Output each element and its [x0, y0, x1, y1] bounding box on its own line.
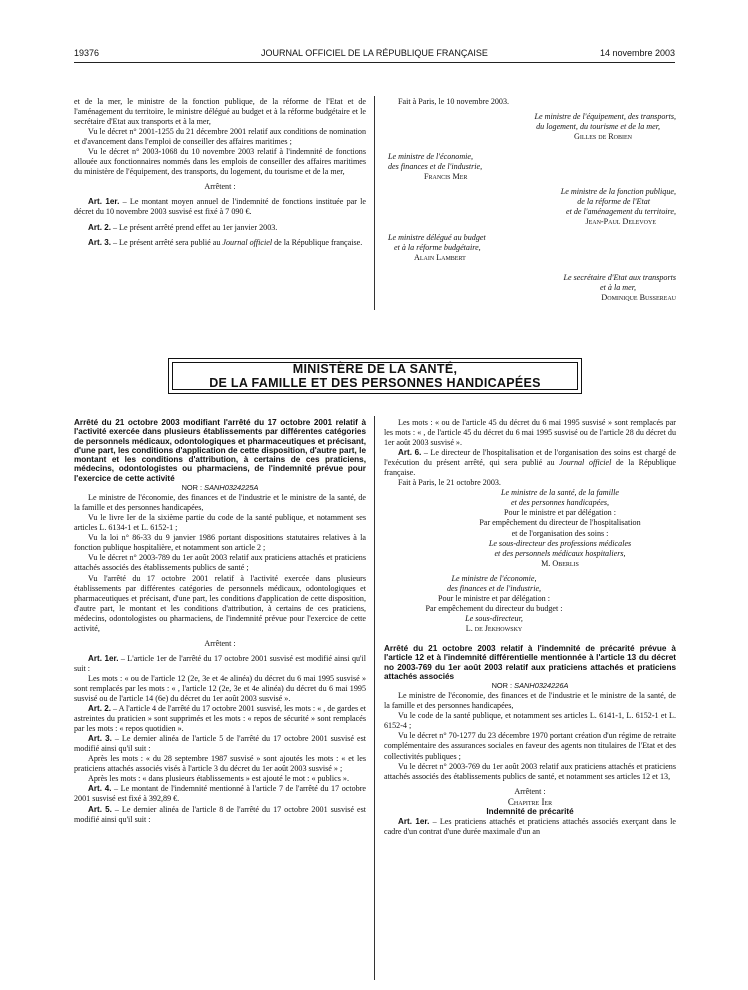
- paragraph: Vu le décret n° 2001-1255 du 21 décembre 2001 relatif aux conditions de nomination et d'avancement dans l'emploi de conseiller des affaires maritimes ;: [74, 127, 366, 147]
- signatory-role: du logement, du tourisme et de la mer,: [536, 122, 660, 132]
- paragraph: Vu l'arrêté du 17 octobre 2001 relatif à l'activité exercée dans plusieurs établissements par différentes catégories de personnels médicaux, odontologiques et pharmaceutiques et précisant, d'une part, les conditions d'application de cette disposition, d'autre part, le montant et les conditions d'attribution, à certains de ces praticiens, médecins, odontologistes ou pharmaciens, de l'indemnité prévue pour l'exercice de cette activité,: [74, 573, 366, 633]
- article-1: [74, 197, 366, 217]
- column-divider-top: [374, 96, 375, 310]
- signatory-role: de la réforme de l'Etat: [577, 197, 650, 207]
- chapter-title: Indemnité de précarité: [486, 806, 574, 816]
- article-label: Art. 5.: [88, 804, 112, 814]
- article-label: Art. 6.: [398, 448, 422, 458]
- article-label: Art. 1er.: [88, 197, 120, 207]
- signatory-role: Le ministre de la fonction publique,: [560, 187, 676, 197]
- arretent-heading: Arrêtent :: [204, 182, 236, 192]
- signatory-role: et des personnels médicaux hospitaliers,: [494, 548, 626, 558]
- article-4: [74, 784, 366, 804]
- decree-title: Arrêté du 21 octobre 2003 modifiant l'arrêté du 17 octobre 2001 relatif à l'activité exercée dans plusieurs établissements par différentes catégories de personnels médicaux, odontologiques et pharmaceutiques et précisant, d'une part, les conditions d'application de cette disposition, d'autre part, le montant et les conditions d'attribution, à certains de ces praticiens, médecins, odontologistes ou pharmaciens, de l'indemnité prévue pour l'exercice de cette activité: [74, 418, 366, 483]
- article-1: [384, 817, 676, 837]
- signatory-role: Le ministre de la santé, de la famille: [501, 488, 619, 498]
- arretent-heading: Arrêtent :: [204, 638, 236, 648]
- paragraph: Les mots : « ou de l'article 45 du décret du 6 mai 1995 susvisé » sont remplacés par les mots : « , de l'article 45 du décret du 6 mai 1995 susvisé ou de l'article 28 du décret du 1er août 2003 susvisé ».: [384, 418, 676, 448]
- paragraph: Après les mots : « du 28 septembre 1987 susvisé » sont ajoutés les mots : « et les praticiens attachés associés visés à l'article 3 du décret du 1er août 2003 susvisé » ;: [74, 754, 366, 774]
- decree-title-2: Arrêté du 21 octobre 2003 relatif à l'indemnité de précarité prévue à l'article 12 et à l'indemnité différentielle mentionnée à l'article 13 du décret no 2003-769 du 1er août 2003 relatif aux praticiens attachés et praticiens attachés associés: [384, 643, 676, 681]
- article-text: – Le montant de l'indemnité mentionné à l'article 7 de l'arrêté du 17 octobre 2001 susvisé est fixé à 392,89 €.: [74, 784, 366, 804]
- paragraph: Vu la loi n° 86-33 du 9 janvier 1986 portant dispositions statutaires relatives à la fonction publique hospitalière, et notamment son article 2 ;: [74, 533, 366, 553]
- chapter-heading: Chapitre Ier: [507, 796, 553, 807]
- article-label: Art. 4.: [88, 784, 112, 794]
- signatory-role: Le sous-directeur,: [465, 613, 523, 623]
- nor-label: NOR :: [491, 681, 515, 691]
- signatory-role: et de l'aménagement du territoire,: [566, 207, 676, 217]
- paragraph: Vu le décret n° 2003-789 du 1er août 2003 relatif aux praticiens attachés et praticiens attachés associés des établissements publics de santé ;: [74, 553, 366, 573]
- signatory-name: Gilles de Robien: [574, 132, 632, 142]
- signatory-name: Alain Lambert: [414, 252, 466, 262]
- paragraph: Vu le livre Ier de la sixième partie du code de la santé publique, et notamment ses articles L. 6134-1 et L. 6152-1 ;: [74, 513, 366, 533]
- article-2: [74, 223, 366, 233]
- article-2: [74, 704, 366, 734]
- signatory-name: Dominique Bussereau: [601, 292, 676, 302]
- nor-label: NOR :: [181, 483, 205, 493]
- column-divider-bottom: [374, 416, 375, 980]
- signatory-role: Le secrétaire d'Etat aux transports: [563, 272, 676, 282]
- paragraph: Le ministre de l'économie, des finances et de l'industrie et le ministre de la santé, de la famille et des personnes handicapées,: [74, 493, 366, 513]
- issue-date: 14 novembre 2003: [599, 48, 675, 58]
- nor-reference: [384, 681, 676, 691]
- signatory-name: L. de Jekhowsky: [465, 623, 523, 633]
- article-text: – Le directeur de l'hospitalisation et de l'organisation des soins est chargé de l'exécution du présent arrêté, qui sera publié au: [384, 448, 676, 468]
- article-6: [384, 448, 676, 478]
- article-label: Art. 1er.: [88, 653, 119, 663]
- journal-title: JOURNAL OFFICIEL DE LA RÉPUBLIQUE FRANÇAISE: [261, 48, 488, 58]
- journal-officiel-ref: Journal officiel: [222, 237, 273, 247]
- signatory-name: M. Oberlis: [541, 558, 579, 568]
- paragraph: Vu le code de la santé publique, et notamment ses articles L. 6141-1, L. 6152-1 et L. 6152-4 ;: [384, 711, 676, 731]
- nor-value: SANH0324226A: [514, 681, 569, 691]
- nor-value: SANH0324225A: [204, 483, 259, 493]
- article-label: Art. 2.: [88, 704, 111, 714]
- signatory-role: des finances et de l'industrie,: [388, 162, 483, 172]
- article-label: Art. 3.: [88, 237, 111, 247]
- article-label: Art. 1er.: [398, 816, 430, 826]
- delegation-line: Par empêchement du directeur de l'hospitalisation: [479, 518, 641, 528]
- signatory-role: Le ministre de l'équipement, des transports,: [534, 112, 676, 122]
- signatory-name: Jean-Paul Delevoye: [585, 217, 656, 227]
- delegation-line: et de l'organisation des soins :: [511, 528, 609, 538]
- article-label: Art. 3.: [88, 734, 112, 744]
- page-header: [74, 47, 675, 63]
- paragraph: Vu le décret n° 2003-769 du 1er août 2003 relatif aux praticiens attachés et praticiens attachés associés des établissements publics de santé, et notamment ses articles 12 et 13,: [384, 761, 676, 781]
- signatory-role: et des personnes handicapées,: [510, 498, 609, 508]
- signatory-role: et à la mer,: [600, 282, 636, 292]
- paragraph: Le ministre de l'économie, des finances et de l'industrie et le ministre de la santé, de la famille et des personnes handicapées,: [384, 691, 676, 711]
- signatory-role: des finances et de l'industrie,: [446, 583, 542, 593]
- signatory-name: Francis Mer: [424, 172, 468, 182]
- article-text: – L'article 1er de l'arrêté du 17 octobre 2001 susvisé est modifié ainsi qu'il suit :: [74, 653, 366, 673]
- signatory-role: Le ministre de l'économie,: [451, 573, 537, 583]
- ministry-heading-line2: DE LA FAMILLE ET DES PERSONNES HANDICAPÉES: [209, 376, 541, 390]
- article-label: Art. 2.: [88, 222, 111, 232]
- article-text: – Le présent arrêté sera publié au: [110, 237, 223, 247]
- paragraph: Après les mots : « dans plusieurs établissements » est ajouté le mot : « publics ».: [88, 774, 349, 784]
- fait-a-paris: Fait à Paris, le 10 novembre 2003.: [398, 97, 510, 106]
- signatory-role: et à la réforme budgétaire,: [394, 242, 481, 252]
- arretent-heading: Arrêtent :: [514, 786, 546, 796]
- article-text: – Les praticiens attachés et praticiens attachés associés exerçant dans le cadre d'un contrat d'une durée maximale d'un an: [384, 816, 676, 836]
- article-text: – A l'article 4 de l'arrêté du 17 octobre 2001 susvisé, les mots : « , de gardes et astreintes du praticien » sont supprimés et les mots : « repos de sécurité » sont remplacés par les mots : « repos quotidien ».: [74, 704, 366, 734]
- signatory-role: Le ministre délégué au budget: [388, 232, 486, 242]
- article-text: – Le présent arrêté prend effet au 1er janvier 2003.: [110, 222, 278, 232]
- article-3: [74, 238, 366, 248]
- top-left-column: [74, 97, 366, 248]
- ministry-heading-box: [168, 358, 582, 394]
- article-text: – Le montant moyen annuel de l'indemnité de fonctions instituée par le décret du 10 novembre 2003 susvisé est fixé à 7 090 €.: [74, 197, 366, 217]
- nor-reference: [74, 483, 366, 493]
- paragraph: Les mots : « ou de l'article 12 (2e, 3e et 4e alinéa) du décret du 6 mai 1995 susvisé » sont remplacés par les mots : « , l'article 12 (2e, 3e et 4e alinéa) du décret du 6 mai 1995 susvisé ou de l'article 14 (6e) du décret du 1er août 2003 susvisé ».: [74, 673, 366, 704]
- page-number: 19376: [74, 48, 100, 58]
- bottom-left-column: [74, 418, 366, 825]
- journal-officiel-ref: Journal officiel: [559, 458, 612, 468]
- paragraph: Vu le décret n° 2003-1068 du 10 novembre 2003 relatif à l'indemnité de fonctions allouée aux fonctionnaires nommés dans les emplois de conseiller des affaires maritimes du ministère de l'équipement, des transports, du logement, du tourisme et de la mer,: [74, 147, 366, 177]
- fait-a-paris: Fait à Paris, le 21 octobre 2003.: [398, 478, 501, 488]
- article-text: – Le dernier alinéa de l'article 5 de l'arrêté du 17 octobre 2001 susvisé est modifié ainsi qu'il suit :: [74, 734, 366, 754]
- article-text: de la République française.: [272, 237, 363, 247]
- article-text: de la République française.: [384, 458, 676, 478]
- ministry-heading-line1: MINISTÈRE DE LA SANTÉ,: [292, 362, 458, 376]
- delegation-line: Pour le ministre et par délégation :: [438, 593, 550, 603]
- article-3: [74, 734, 366, 754]
- paragraph: Vu le décret n° 70-1277 du 23 décembre 1970 portant création d'un régime de retraite complémentaire des assurances sociales en faveur des agents non titulaires de l'Etat et des collectivités publiques ;: [384, 731, 676, 761]
- bottom-right-column: [384, 418, 676, 837]
- paragraph: et de la mer, le ministre de la fonction publique, de la réforme de l'Etat et de l'aménagement du territoire, le ministre délégué au budget et à la réforme budgétaire et le secrétaire d'Etat aux transports et à la mer,: [74, 97, 366, 127]
- signatory-role: Le sous-directeur des professions médicales: [488, 538, 632, 548]
- top-right-signatures: [384, 97, 676, 303]
- delegation-line: Pour le ministre et par délégation :: [504, 508, 616, 518]
- article-text: – Le dernier alinéa de l'article 8 de l'arrêté du 17 octobre 2001 susvisé est modifié ainsi qu'il suit :: [74, 804, 366, 824]
- signatory-role: Le ministre de l'économie,: [388, 152, 474, 162]
- article-1: [74, 654, 366, 674]
- delegation-line: Par empêchement du directeur du budget :: [425, 603, 563, 613]
- article-5: [74, 805, 366, 825]
